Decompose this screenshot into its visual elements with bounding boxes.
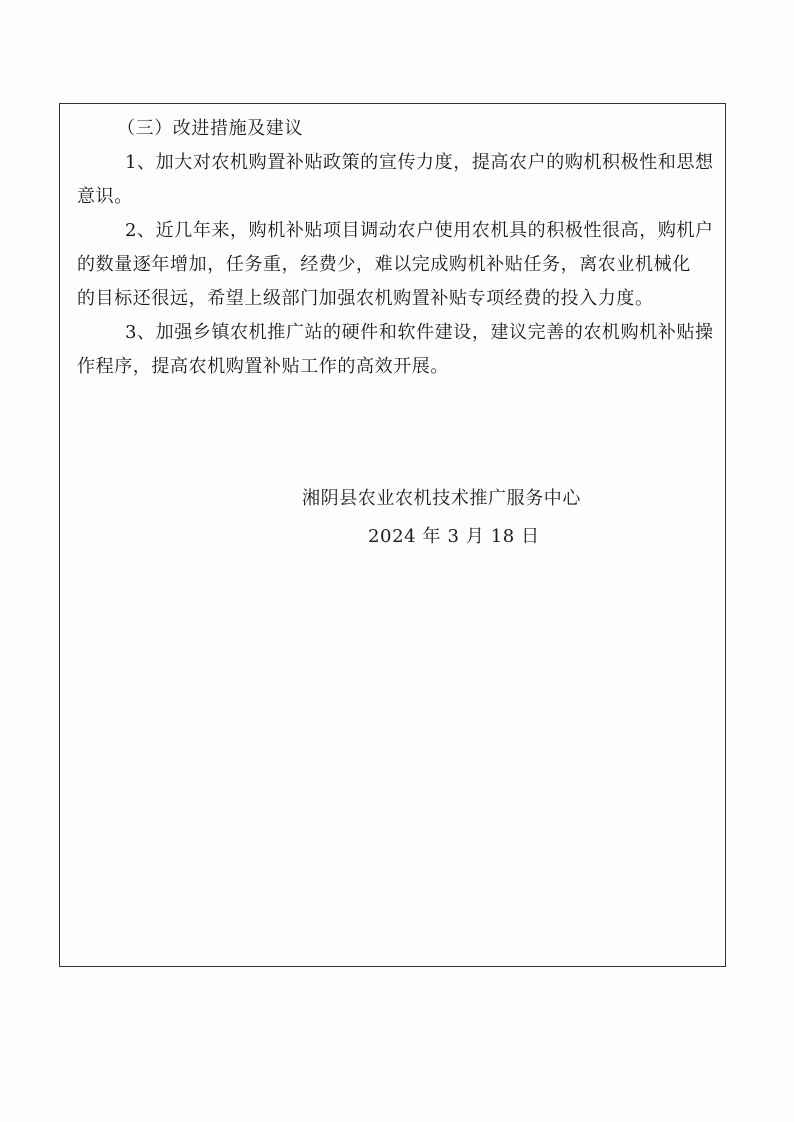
signature-date: 2024 年 3 月 18 日: [368, 526, 540, 547]
signature-organization: 湘阴县农业农机技术推广服务中心: [302, 488, 581, 509]
item-2-line-3: 的目标还很远，希望上级部门加强农机购置补贴专项经费的投入力度。: [77, 288, 654, 309]
item-3-line-1: 3、加强乡镇农机推广站的硬件和软件建设，建议完善的农机购机补贴操: [125, 322, 714, 343]
section-heading: （三）改进措施及建议: [117, 118, 303, 139]
item-2-line-2: 的数量逐年增加，任务重，经费少，难以完成购机补贴任务，离农业机械化: [77, 254, 691, 275]
item-2-line-1: 2、近几年来，购机补贴项目调动农户使用农机具的积极性很高，购机户: [125, 220, 714, 241]
body-text: [77, 112, 714, 384]
content-frame: [59, 103, 726, 967]
item-3-line-2: 作程序，提高农机购置补贴工作的高效开展。: [77, 356, 449, 377]
item-1-line-1: 1、加大对农机购置补贴政策的宣传力度，提高农户的购机积极性和思想: [125, 152, 714, 173]
item-1-line-2: 意识。: [77, 186, 133, 207]
